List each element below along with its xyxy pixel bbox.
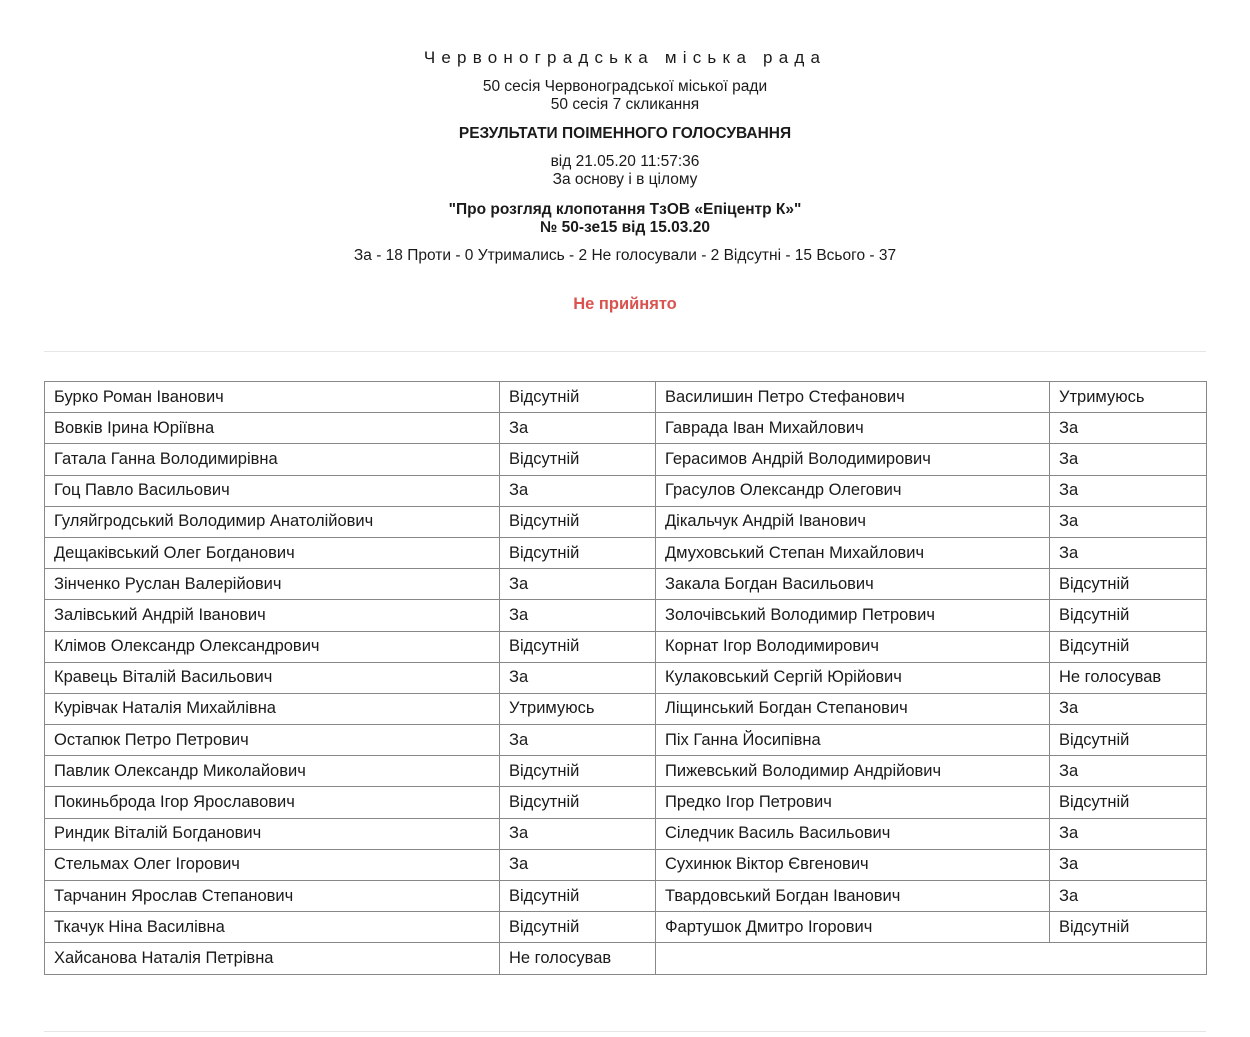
divider-bottom	[44, 1031, 1206, 1032]
deputy-vote: Відсутній	[500, 444, 656, 475]
deputy-name: Гоц Павло Васильович	[45, 475, 500, 506]
deputy-name: Кравець Віталій Васильович	[45, 662, 500, 693]
subject-number: № 50-зе15 від 15.03.20	[540, 219, 710, 236]
deputy-vote: Відсутній	[500, 881, 656, 912]
vote-outcome: Не прийнято	[573, 295, 677, 313]
deputy-vote: За	[1050, 756, 1207, 787]
deputy-vote: Не голосував	[1050, 662, 1207, 693]
table-row	[45, 662, 1207, 693]
deputy-vote: За	[500, 475, 656, 506]
session-info	[0, 78, 1250, 114]
table-row	[45, 943, 1207, 974]
deputy-vote: За	[500, 725, 656, 756]
deputy-vote: За	[1050, 818, 1207, 849]
deputy-name: Клімов Олександр Олександрович	[45, 631, 500, 662]
deputy-name: Остапюк Петро Петрович	[45, 725, 500, 756]
deputy-name: Покиньброда Ігор Ярославович	[45, 787, 500, 818]
deputy-name: Вовків Ірина Юріївна	[45, 413, 500, 444]
deputy-name: Піх Ганна Йосипівна	[656, 725, 1050, 756]
table-row	[45, 444, 1207, 475]
deputy-vote: Відсутній	[1050, 631, 1207, 662]
session-line-2: 50 сесія 7 скликання	[550, 96, 700, 113]
table-row	[45, 912, 1207, 943]
deputy-name: Пижевський Володимир Андрійович	[656, 756, 1050, 787]
table-row	[45, 600, 1207, 631]
deputy-name: Тарчанин Ярослав Степанович	[45, 881, 500, 912]
deputy-vote: За	[1050, 537, 1207, 568]
vote-subject	[0, 201, 1250, 237]
deputy-vote: Утримуюсь	[1050, 382, 1207, 413]
deputy-name: Василишин Петро Стефанович	[656, 382, 1050, 413]
deputy-vote: Утримуюсь	[500, 693, 656, 724]
deputy-vote: За	[500, 569, 656, 600]
deputy-vote: Відсутній	[1050, 912, 1207, 943]
table-row	[45, 849, 1207, 880]
deputy-name: Сіледчик Василь Васильович	[656, 818, 1050, 849]
deputy-name: Зінченко Руслан Валерійович	[45, 569, 500, 600]
vote-type: За основу і в цілому	[552, 171, 698, 188]
deputy-name: Гатала Ганна Володимирівна	[45, 444, 500, 475]
table-row	[45, 818, 1207, 849]
deputy-vote: Відсутній	[500, 382, 656, 413]
deputy-name: Твардовський Богдан Іванович	[656, 881, 1050, 912]
results-title: РЕЗУЛЬТАТИ ПОІМЕННОГО ГОЛОСУВАННЯ	[458, 125, 792, 142]
deputy-name: Предко Ігор Петрович	[656, 787, 1050, 818]
subject-title: "Про розгляд клопотання ТзОВ «Епіцентр К»"	[448, 201, 802, 218]
deputy-name: Дещаківський Олег Богданович	[45, 537, 500, 568]
deputy-name: Ліщинський Богдан Степанович	[656, 693, 1050, 724]
deputy-name: Гуляйгродський Володимир Анатолійович	[45, 506, 500, 537]
council-name: Червоноградська міська рада	[423, 48, 827, 67]
table-row	[45, 725, 1207, 756]
deputy-name: Золочівський Володимир Петрович	[656, 600, 1050, 631]
table-row	[45, 756, 1207, 787]
table-row	[45, 693, 1207, 724]
deputy-vote: За	[500, 662, 656, 693]
session-line-1: 50 сесія Червоноградської міської ради	[482, 78, 768, 95]
deputy-name: Курівчак Наталія Михайлівна	[45, 693, 500, 724]
deputy-name: Гаврада Іван Михайлович	[656, 413, 1050, 444]
deputy-vote: Відсутній	[1050, 725, 1207, 756]
deputy-name: Стельмах Олег Ігорович	[45, 849, 500, 880]
votes-table	[44, 381, 1207, 975]
deputy-name: Ткачук Ніна Василівна	[45, 912, 500, 943]
votes-table-body	[45, 382, 1207, 975]
table-row	[45, 537, 1207, 568]
deputy-name: Корнат Ігор Володимирович	[656, 631, 1050, 662]
deputy-vote: За	[1050, 413, 1207, 444]
deputy-vote: Відсутній	[500, 506, 656, 537]
deputy-name: Кулаковський Сергій Юрійович	[656, 662, 1050, 693]
deputy-vote: За	[1050, 849, 1207, 880]
deputy-name: Павлик Олександр Миколайович	[45, 756, 500, 787]
deputy-vote: Не голосував	[500, 943, 656, 974]
deputy-vote: За	[500, 818, 656, 849]
deputy-vote: За	[1050, 881, 1207, 912]
deputy-vote: За	[1050, 506, 1207, 537]
table-row	[45, 475, 1207, 506]
deputy-name: Герасимов Андрій Володимирович	[656, 444, 1050, 475]
vote-date: від 21.05.20 11:57:36	[550, 153, 700, 170]
table-row	[45, 382, 1207, 413]
deputy-vote: За	[500, 600, 656, 631]
deputy-name: Грасулов Олександр Олегович	[656, 475, 1050, 506]
table-row	[45, 881, 1207, 912]
deputy-vote: За	[1050, 693, 1207, 724]
deputy-vote: Відсутній	[1050, 569, 1207, 600]
deputy-name: Закала Богдан Васильович	[656, 569, 1050, 600]
deputy-vote: Відсутній	[1050, 787, 1207, 818]
table-row	[45, 569, 1207, 600]
divider-top	[44, 351, 1206, 352]
deputy-name: Бурко Роман Іванович	[45, 382, 500, 413]
deputy-vote: Відсутній	[500, 912, 656, 943]
table-row	[45, 413, 1207, 444]
deputy-vote: Відсутній	[500, 756, 656, 787]
deputy-name: Хайсанова Наталія Петрівна	[45, 943, 500, 974]
vote-date-block	[0, 153, 1250, 189]
table-row	[45, 506, 1207, 537]
deputy-name: Залівський Андрій Іванович	[45, 600, 500, 631]
table-row	[45, 631, 1207, 662]
empty-cell	[656, 943, 1207, 974]
deputy-vote: За	[1050, 444, 1207, 475]
deputy-vote: За	[1050, 475, 1207, 506]
vote-tally: За - 18 Проти - 0 Утримались - 2 Не голосували - 2 Відсутні - 15 Всього - 37	[353, 247, 897, 264]
deputy-vote: Відсутній	[1050, 600, 1207, 631]
table-row	[45, 787, 1207, 818]
deputy-vote: Відсутній	[500, 537, 656, 568]
deputy-name: Дмуховський Степан Михайлович	[656, 537, 1050, 568]
deputy-vote: За	[500, 413, 656, 444]
deputy-name: Сухинюк Віктор Євгенович	[656, 849, 1050, 880]
deputy-vote: Відсутній	[500, 631, 656, 662]
deputy-name: Дікальчук Андрій Іванович	[656, 506, 1050, 537]
deputy-name: Риндик Віталій Богданович	[45, 818, 500, 849]
deputy-vote: Відсутній	[500, 787, 656, 818]
deputy-vote: За	[500, 849, 656, 880]
deputy-name: Фартушок Дмитро Ігорович	[656, 912, 1050, 943]
